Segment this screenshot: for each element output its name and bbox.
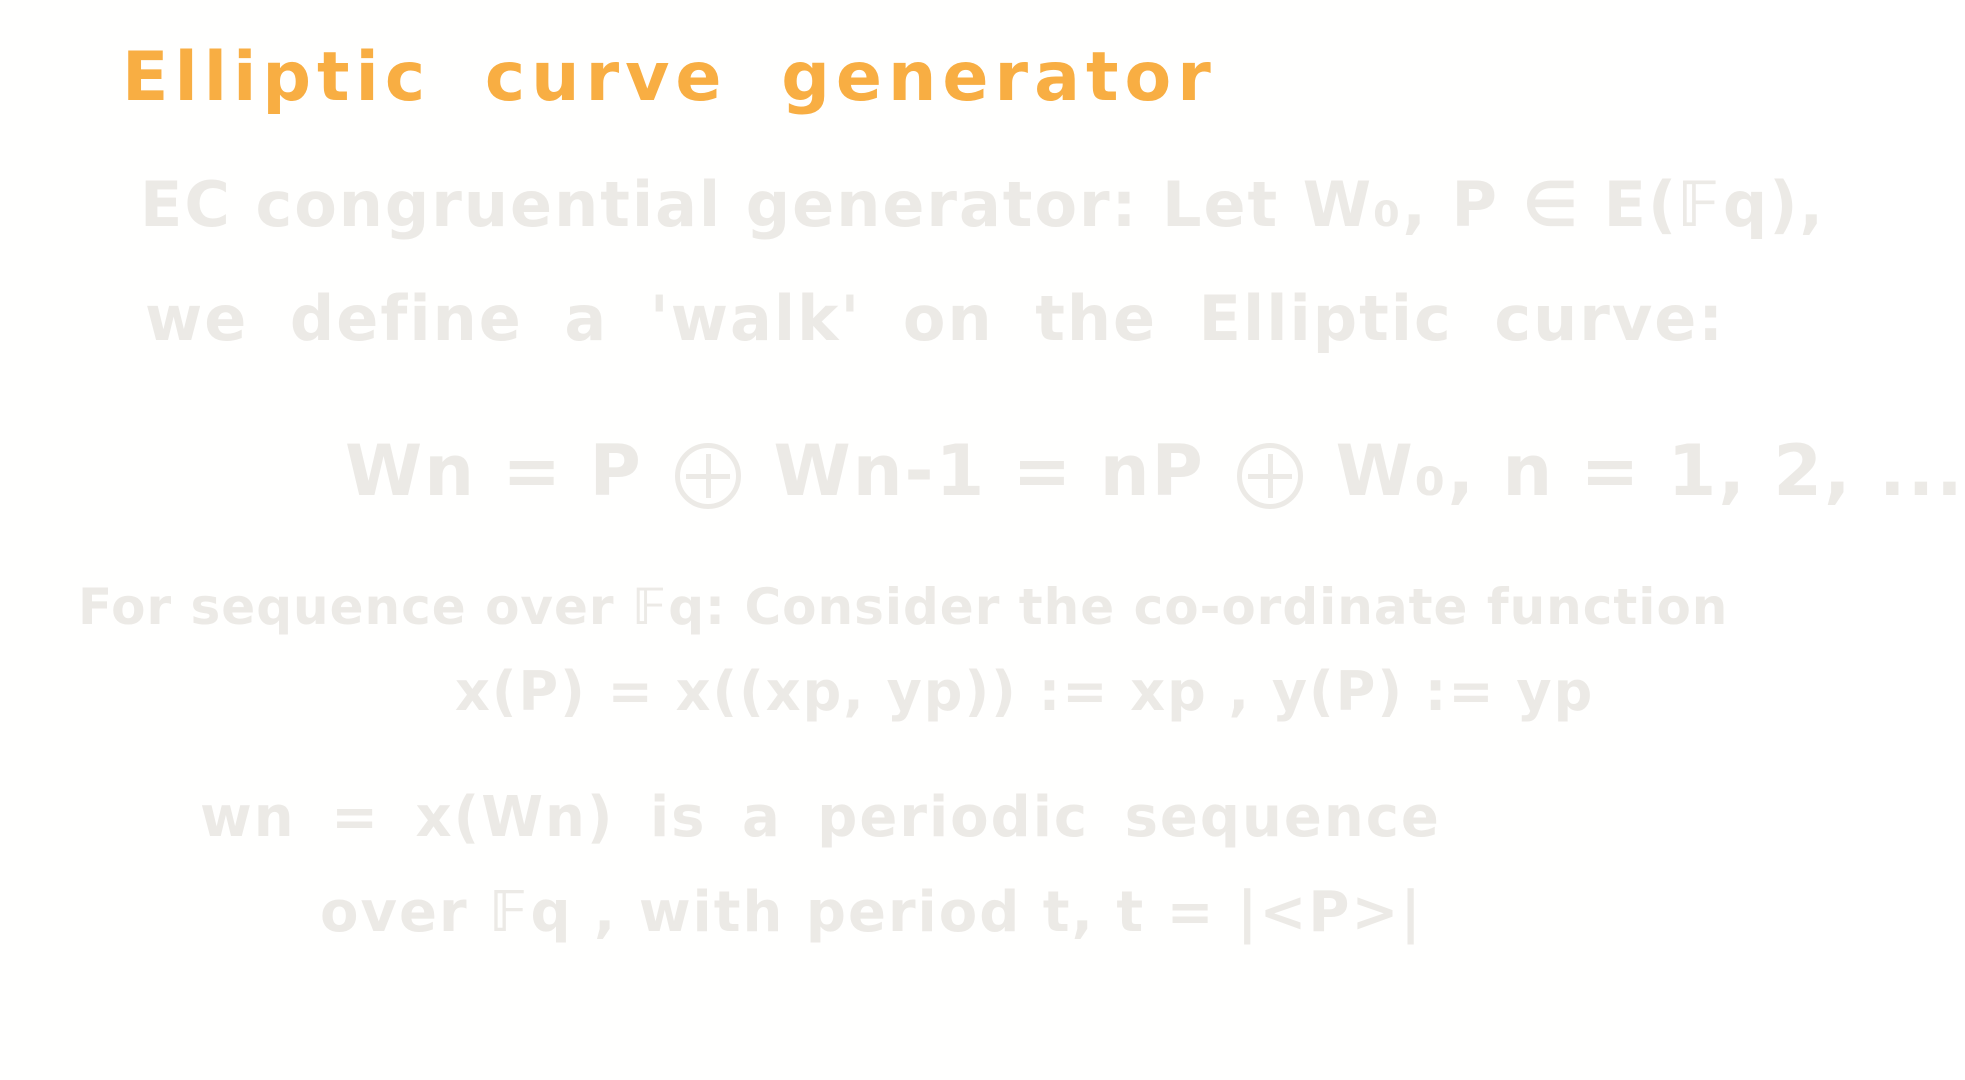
recurrence-part-left: Wn = P bbox=[345, 430, 643, 512]
definition-line: EC congruential generator: Let W₀, P ∈ E(𝔽q), bbox=[140, 168, 1826, 241]
period-line: over 𝔽q , with period t, t = |<P>| bbox=[320, 880, 1423, 945]
page-title: Elliptic curve generator bbox=[122, 38, 1217, 117]
sequence-intro-line: For sequence over 𝔽q: Consider the co-ordinate function bbox=[78, 578, 1729, 636]
oplus-icon bbox=[675, 443, 741, 509]
oplus-icon bbox=[1237, 443, 1303, 509]
periodic-sequence-line: wn = x(Wn) is a periodic sequence bbox=[200, 785, 1441, 850]
coordinate-function-formula: x(P) = x((xp, yp)) := xp , y(P) := yp bbox=[455, 660, 1595, 723]
recurrence-part-middle: Wn-1 = nP bbox=[773, 430, 1205, 512]
walk-description-line: we define a 'walk' on the Elliptic curve: bbox=[145, 282, 1726, 355]
recurrence-formula bbox=[345, 430, 1965, 512]
recurrence-part-right: W₀, n = 1, 2, ... bbox=[1335, 430, 1965, 512]
